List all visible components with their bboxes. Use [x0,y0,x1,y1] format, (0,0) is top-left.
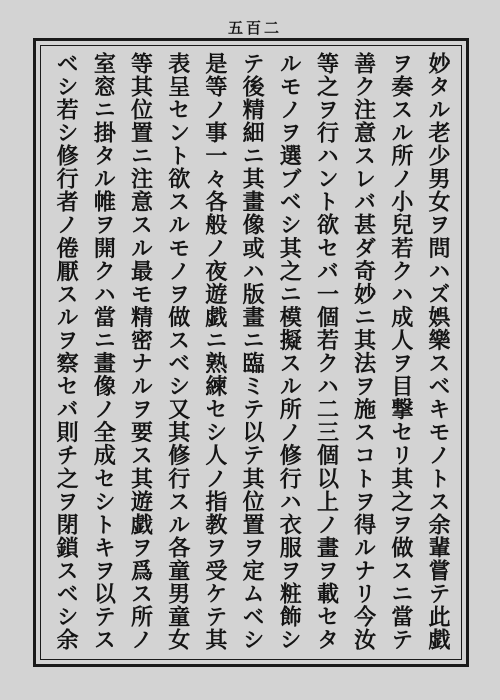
page-number: 五百二 [228,19,283,37]
text-line: 等其位置ニ注意スル最モ精密ナルヲ要ス其遊戯ヲ爲ス所ノ [127,52,154,652]
text-line: ベシ若シ修行者ノ倦厭スルヲ察セバ則チ之ヲ閉鎖スベシ余 [53,52,80,652]
vertical-text-body [50,52,454,652]
text-line: ヲ奏スル所ノ小兒若クハ成人ヲ目撃セリ其之ヲ做スニ當テ [387,52,414,652]
text-line: 是等ノ事一々各般ノ夜遊戯ニ熟練セシ人ノ指教ヲ受ケテ其 [201,52,228,652]
text-line: 善ク注意スレバ甚ダ奇妙ニ其法ヲ施スコトヲ得ルナリ今汝 [350,52,377,652]
text-line: 等之ヲ行ハント欲セバ一個若クハ二三個以上ノ畫ヲ載セタ [313,52,340,652]
text-line: 妙タル老少男女ヲ問ハズ娯樂スベキモノトス余輩嘗テ此戯 [425,52,451,652]
text-line: 室窓ニ掛タル帷ヲ開クハ當ニ畫像ノ全成セシトキヲ以テス [90,52,117,652]
text-line: ルモノヲ選ブベシ其之ニ模擬スル所ノ修行ハ衣服ヲ粧飾シ [276,52,303,652]
text-line: テ後精細ニ其畫像或ハ版畫ニ臨ミテ以テ其位置ヲ定ムベシ [239,52,266,652]
text-line: 表呈セント欲スルモノヲ做スベシ又其修行スル各童男童女 [164,52,191,652]
